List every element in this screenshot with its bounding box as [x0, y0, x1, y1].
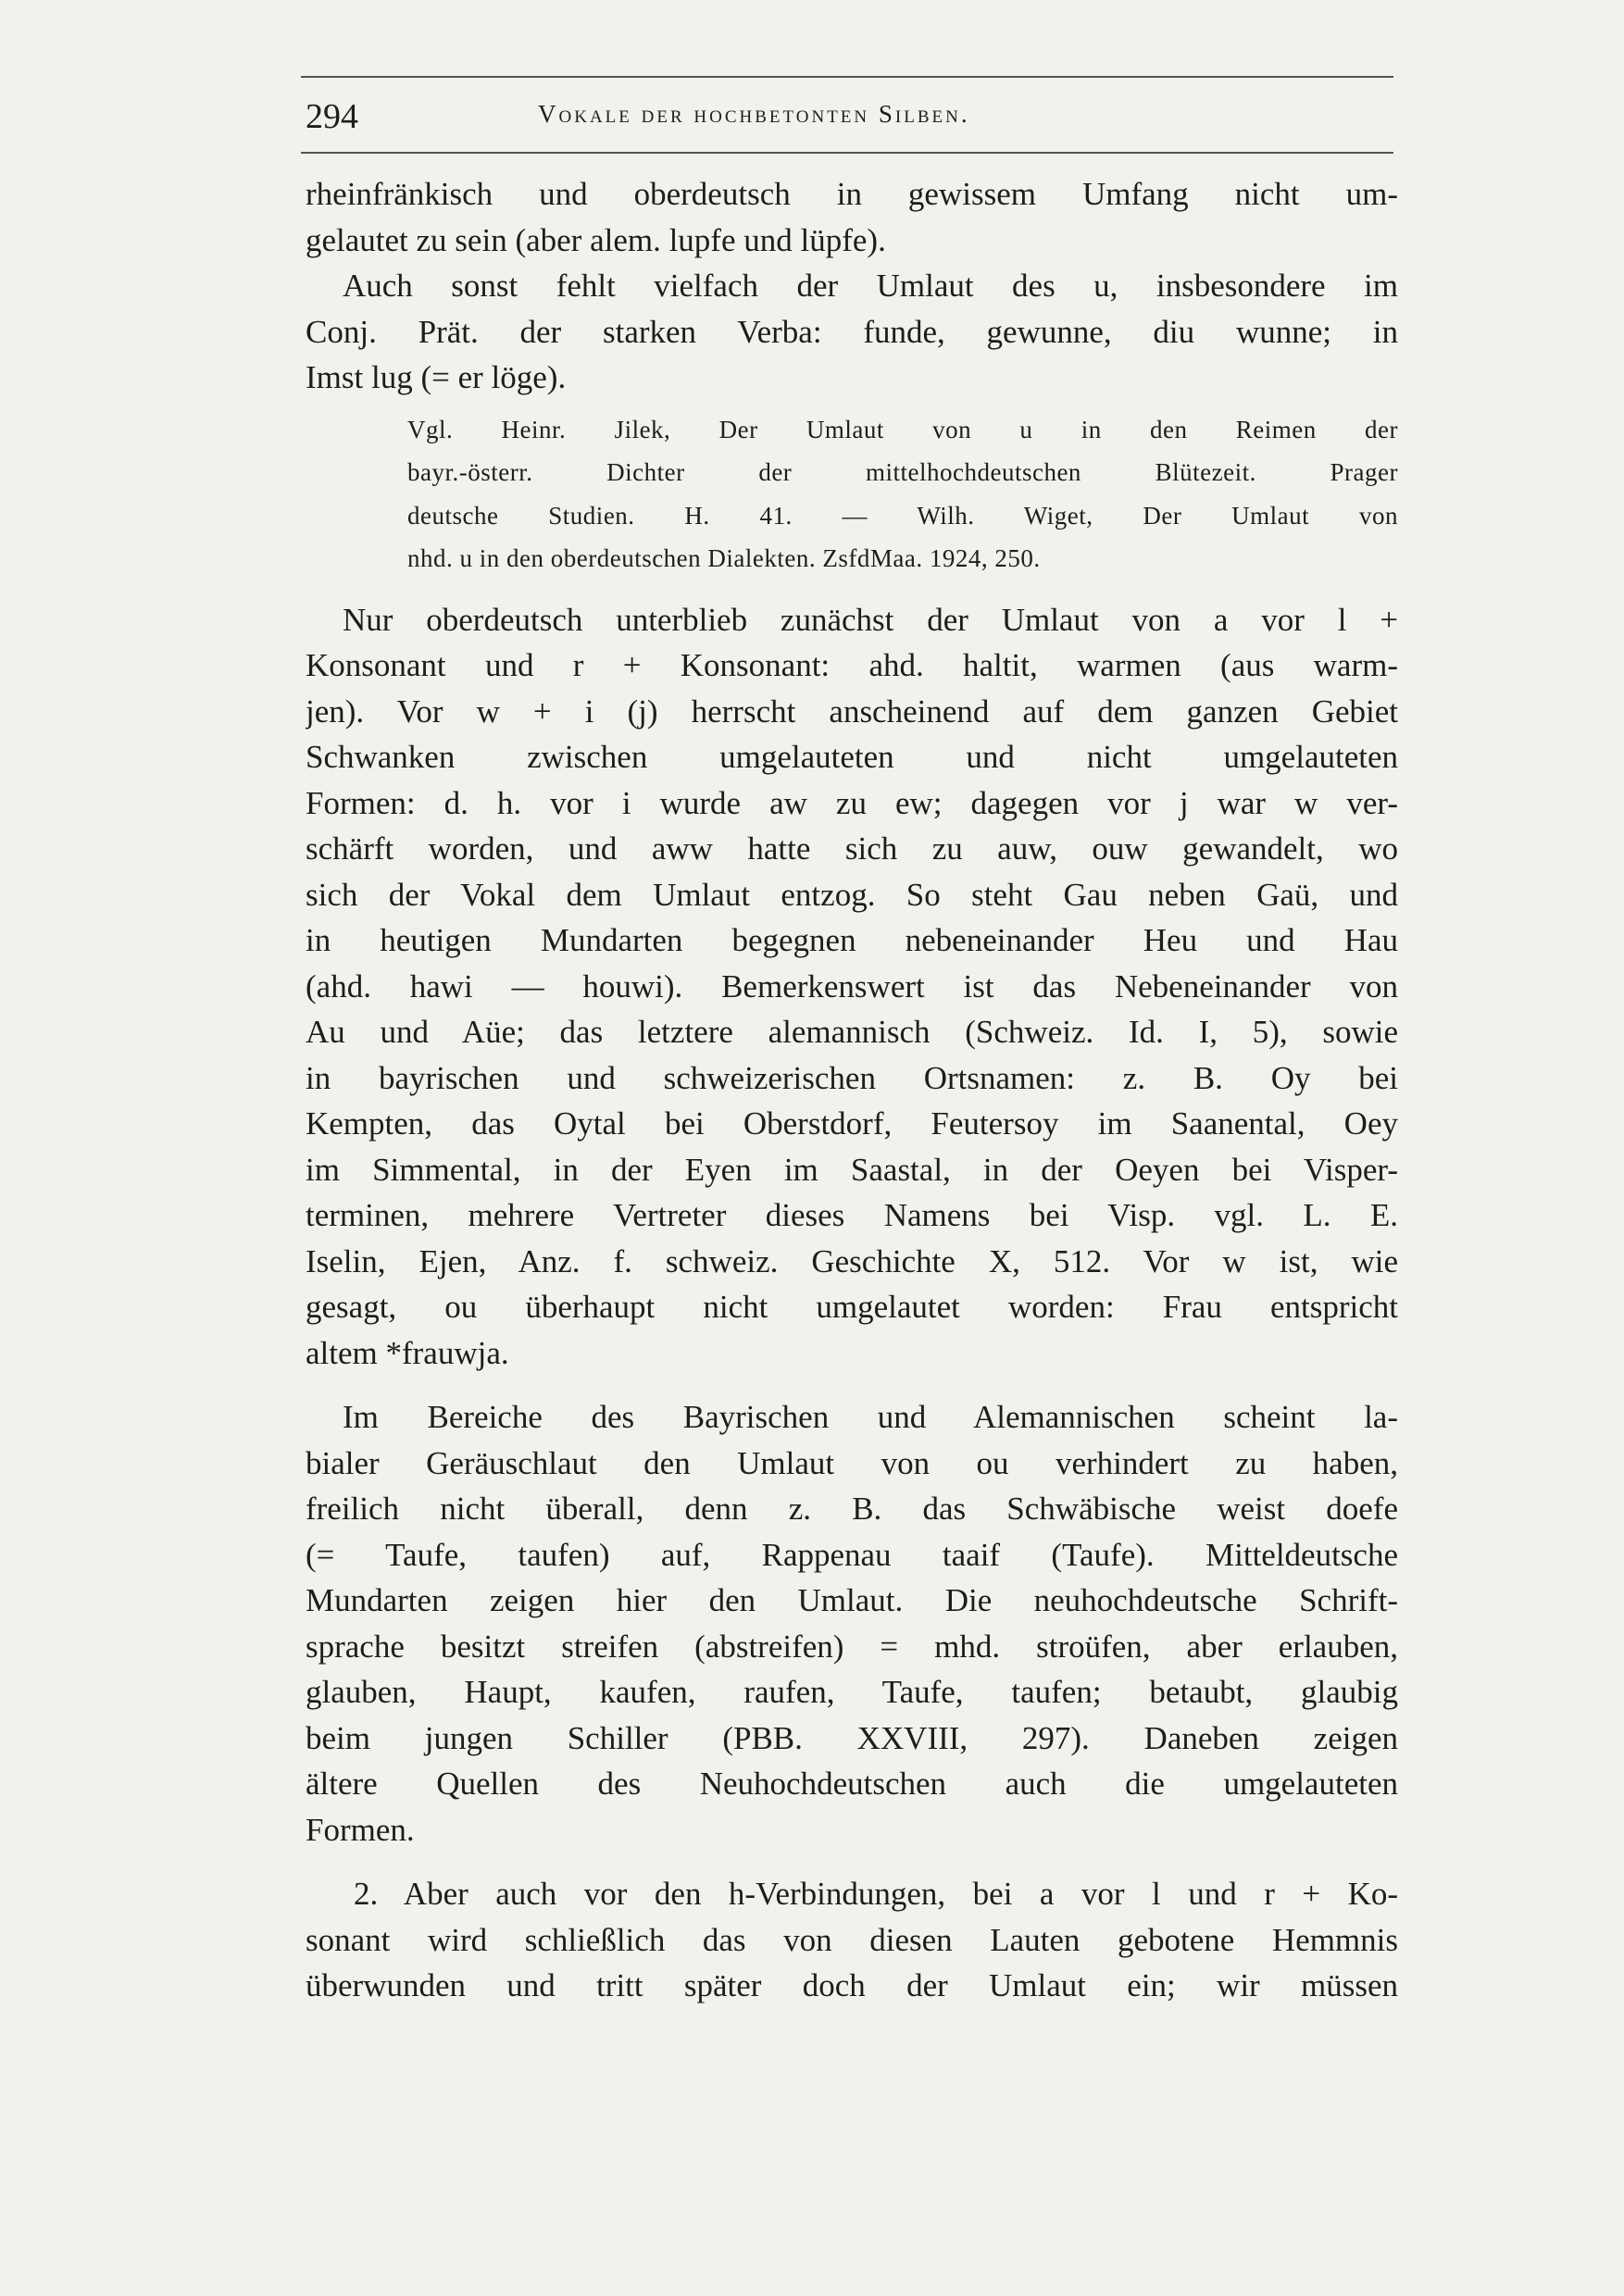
text-line: beim jungen Schiller (PBB. XXVIII, 297). Daneben zeigen	[306, 1719, 1398, 1756]
text-line: Konsonant und r + Konsonant: ahd. haltit, warmen (aus warm-	[306, 647, 1398, 683]
text-line: rheinfränkisch und oberdeutsch in gewissem Umfang nicht um-	[306, 176, 1398, 212]
text-line: Im Bereiche des Bayrischen und Alemannischen scheint la-	[343, 1399, 1398, 1435]
text-line: Imst lug (= er löge).	[306, 359, 567, 395]
text-line: deutsche Studien. H. 41. — Wilh. Wiget, Der Umlaut von	[407, 501, 1398, 530]
text-line: in bayrischen und schweizerischen Ortsnamen: z. B. Oy bei	[306, 1059, 1398, 1096]
text-line: Auch sonst fehlt vielfach der Umlaut des u, insbesondere im	[343, 268, 1398, 304]
text-line: Conj. Prät. der starken Verba: funde, gewunne, diu wunne; in	[306, 313, 1398, 350]
running-head: Vokale der hochbetonten Silben.	[538, 100, 970, 128]
text-line: terminen, mehrere Vertreter dieses Namens bei Visp. vgl. L. E.	[306, 1197, 1398, 1233]
text-line: Formen: d. h. vor i wurde aw zu ew; dagegen vor j war w ver-	[306, 784, 1398, 821]
text-line: (= Taufe, taufen) auf, Rappenau taaif (Taufe). Mitteldeutsche	[306, 1536, 1398, 1573]
text-line: in heutigen Mundarten begegnen nebeneinander Heu und Hau	[306, 922, 1398, 958]
text-line: bialer Geräuschlaut den Umlaut von ou verhindert zu haben,	[306, 1444, 1398, 1481]
text-line: 2. Aber auch vor den h-Verbindungen, bei a vor l und r + Ko-	[354, 1876, 1398, 1912]
text-line: sprache besitzt streifen (abstreifen) = mhd. stroüfen, aber erlauben,	[306, 1628, 1398, 1665]
paragraph-umlaut-lack	[306, 171, 1398, 401]
text-line: Iselin, Ejen, Anz. f. schweiz. Geschichte X, 512. Vor w ist, wie	[306, 1242, 1398, 1279]
text-line: (ahd. hawi — houwi). Bemerkenswert ist das Nebeneinander von	[306, 967, 1398, 1004]
paragraph-bayrisch-alemannisch	[306, 1394, 1398, 1853]
text-line: ältere Quellen des Neuhochdeutschen auch die umgelauteten	[306, 1766, 1398, 1802]
text-line: sonant wird schließlich das von diesen Lauten gebotene Hemmnis	[306, 1921, 1398, 1958]
page-body	[306, 171, 1398, 2009]
text-line: freilich nicht überall, denn z. B. das Schwäbische weist doefe	[306, 1491, 1398, 1527]
text-line: nhd. u in den oberdeutschen Dialekten. ZsfdMaa. 1924, 250.	[407, 544, 1041, 572]
paragraph-oberdeutsch	[306, 597, 1398, 1377]
bibliographic-note	[407, 408, 1398, 580]
page-header	[301, 76, 1393, 154]
text-line: sich der Vokal dem Umlaut entzog. So steht Gau neben Gaü, und	[306, 876, 1398, 913]
text-line: Nur oberdeutsch unterblieb zunächst der Umlaut von a vor l +	[343, 601, 1398, 638]
text-line: jen). Vor w + i (j) herrscht anscheinend auf dem ganzen Gebiet	[306, 693, 1398, 730]
text-line: glauben, Haupt, kaufen, raufen, Taufe, taufen; betaubt, glaubig	[306, 1674, 1398, 1710]
text-line: Au und Aüe; das letztere alemannisch (Schweiz. Id. I, 5), sowie	[306, 1014, 1398, 1050]
text-line: bayr.-österr. Dichter der mittelhochdeutschen Blütezeit. Prager	[407, 458, 1398, 486]
text-line: Kempten, das Oytal bei Oberstdorf, Feutersoy im Saanental, Oey	[306, 1105, 1398, 1142]
text-line: gelautet zu sein (aber alem. lupfe und lüpfe).	[306, 221, 886, 258]
text-line: Vgl. Heinr. Jilek, Der Umlaut von u in den Reimen der	[407, 415, 1398, 443]
text-line: Mundarten zeigen hier den Umlaut. Die neuhochdeutsche Schrift-	[306, 1582, 1398, 1618]
text-line: Schwanken zwischen umgelauteten und nicht umgelauteten	[306, 739, 1398, 775]
text-line: schärft worden, und aww hatte sich zu auw, ouw gewandelt, wo	[306, 830, 1398, 867]
text-line: überwunden und tritt später doch der Umlaut ein; wir müssen	[306, 1967, 1398, 2003]
text-line: Formen.	[306, 1811, 415, 1848]
text-line: gesagt, ou überhaupt nicht umgelautet worden: Frau entspricht	[306, 1289, 1398, 1325]
page-number: 294	[306, 97, 358, 136]
text-line: altem *frauwja.	[306, 1334, 509, 1371]
paragraph-section-2	[306, 1871, 1398, 2009]
text-line: im Simmental, in der Eyen im Saastal, in der Oeyen bei Visper-	[306, 1151, 1398, 1188]
